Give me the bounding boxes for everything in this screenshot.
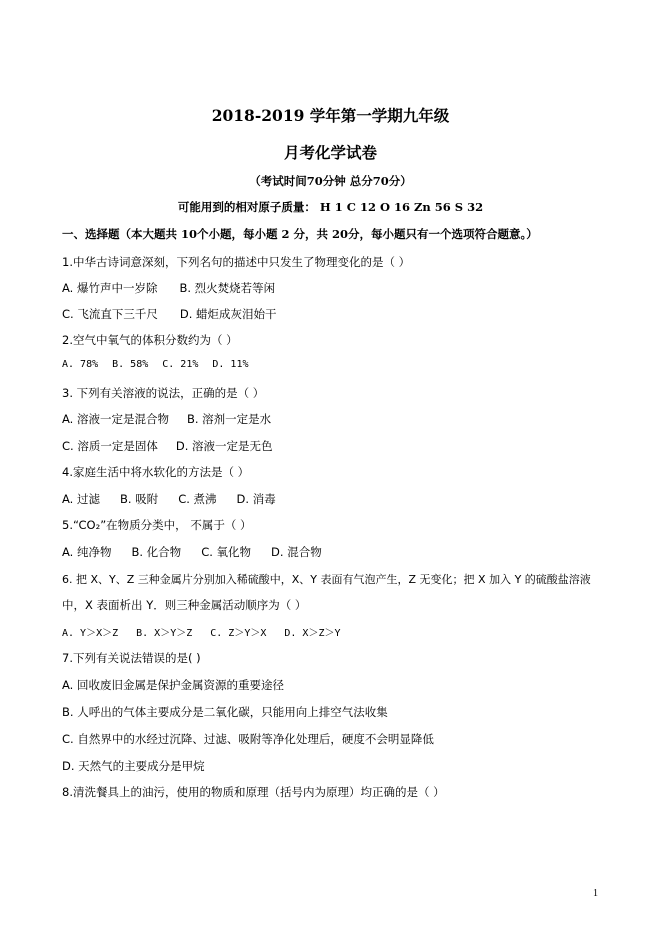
question-2-option-d[interactable]: D. 11%	[212, 359, 249, 370]
exam-info: （考试时间70分钟 总分70分）	[249, 174, 412, 188]
question-7-option-d[interactable]: D. 天然气的主要成分是甲烷	[62, 759, 205, 773]
question-3-option-c[interactable]: C. 溶质一定是固体	[62, 439, 158, 453]
question-4-option-c[interactable]: C. 煮沸	[178, 492, 217, 506]
question-4-option-b[interactable]: B. 吸附	[119, 492, 159, 506]
question-5-option-a[interactable]: A. 纯净物	[62, 545, 112, 559]
question-6-option-a[interactable]: A. Y＞X＞Z	[62, 628, 119, 639]
question-8-stem: 8.清洗餐具上的油污，使用的物质和原理（括号内为原理）均正确的是（ ）	[62, 785, 445, 799]
question-1-stem: 1.中华古诗词意深刻，下列名句的描述中只发生了物理变化的是（ ）	[62, 255, 411, 269]
question-2-stem: 2.空气中氧气的体积分数约为（ ）	[62, 333, 238, 347]
question-3-options-2	[62, 438, 273, 454]
question-4-option-a[interactable]: A. 过滤	[62, 492, 100, 506]
question-2-option-a[interactable]: A. 78%	[62, 359, 99, 370]
question-3-options	[62, 411, 271, 427]
question-3-option-d[interactable]: D. 溶液一定是无色	[175, 439, 273, 453]
question-4-option-d[interactable]: D. 消毒	[236, 492, 276, 506]
question-3-option-a[interactable]: A. 溶液一定是混合物	[62, 412, 169, 426]
question-1-option-d[interactable]: D. 蜡炬成灰泪始干	[179, 307, 277, 321]
question-6-options	[62, 624, 341, 639]
question-5-stem: 5.“CO₂”在物质分类中， 不属于（ ）	[62, 518, 252, 532]
exam-title-line1: 2018-2019 学年第一学期九年级	[211, 106, 450, 125]
page-number: 1	[593, 888, 598, 899]
question-1-option-a[interactable]: A. 爆竹声中一岁除	[62, 281, 158, 295]
question-6-option-d[interactable]: D. X＞Z＞Y	[284, 628, 341, 639]
question-4-stem: 4.家庭生活中将水软化的方法是（ ）	[62, 465, 250, 479]
question-4-options	[62, 491, 276, 507]
exam-title-line2: 月考化学试卷	[283, 143, 377, 162]
question-2-option-c[interactable]: C. 21%	[162, 359, 199, 370]
question-5-options	[62, 544, 322, 560]
question-5-option-c[interactable]: C. 氧化物	[201, 545, 252, 559]
question-1-option-c[interactable]: C. 飞流直下三千尺	[62, 307, 158, 321]
question-2-options	[62, 359, 249, 370]
question-7-stem: 7.下列有关说法错误的是( )	[62, 651, 201, 665]
question-1-options	[62, 280, 275, 296]
question-3-option-b[interactable]: B. 溶剂一定是水	[186, 412, 272, 426]
question-6-option-b[interactable]: B. X＞Y＞Z	[136, 628, 193, 639]
question-1-options-2	[62, 306, 277, 322]
question-1-option-b[interactable]: B. 烈火焚烧若等闲	[179, 281, 276, 295]
question-5-option-b[interactable]: B. 化合物	[131, 545, 182, 559]
question-5-option-d[interactable]: D. 混合物	[271, 545, 322, 559]
question-7-option-a[interactable]: A. 回收废旧金属是保护金属资源的重要途径	[62, 678, 284, 692]
question-6-stem-line2: 中，X 表面析出 Y．则三种金属活动顺序为（ ）	[62, 598, 307, 612]
question-2-option-b[interactable]: B. 58%	[112, 359, 149, 370]
question-7-option-c[interactable]: C. 自然界中的水经过沉降、过滤、吸附等净化处理后，硬度不会明显降低	[62, 732, 434, 746]
section-heading: 一、选择题（本大题共 10个小题，每小题 2 分，共 20分，每小题只有一个选项符合题意。）	[62, 227, 538, 241]
question-6-stem-line1: 6. 把 X、Y、Z 三种金属片分别加入稀硫酸中，X、Y 表面有气泡产生，Z 无变化；把 X 加入 Y 的硫酸盐溶液	[62, 573, 591, 586]
question-7-option-b[interactable]: B. 人呼出的气体主要成分是二氧化碳，只能用向上排空气法收集	[62, 705, 388, 719]
question-6-option-c[interactable]: C. Z＞Y＞X	[210, 628, 267, 639]
question-3-stem: 3. 下列有关溶液的说法，正确的是（ ）	[62, 386, 265, 400]
atomic-masses: 可能用到的相对原子质量： H 1 C 12 O 16 Zn 56 S 32	[177, 200, 484, 214]
